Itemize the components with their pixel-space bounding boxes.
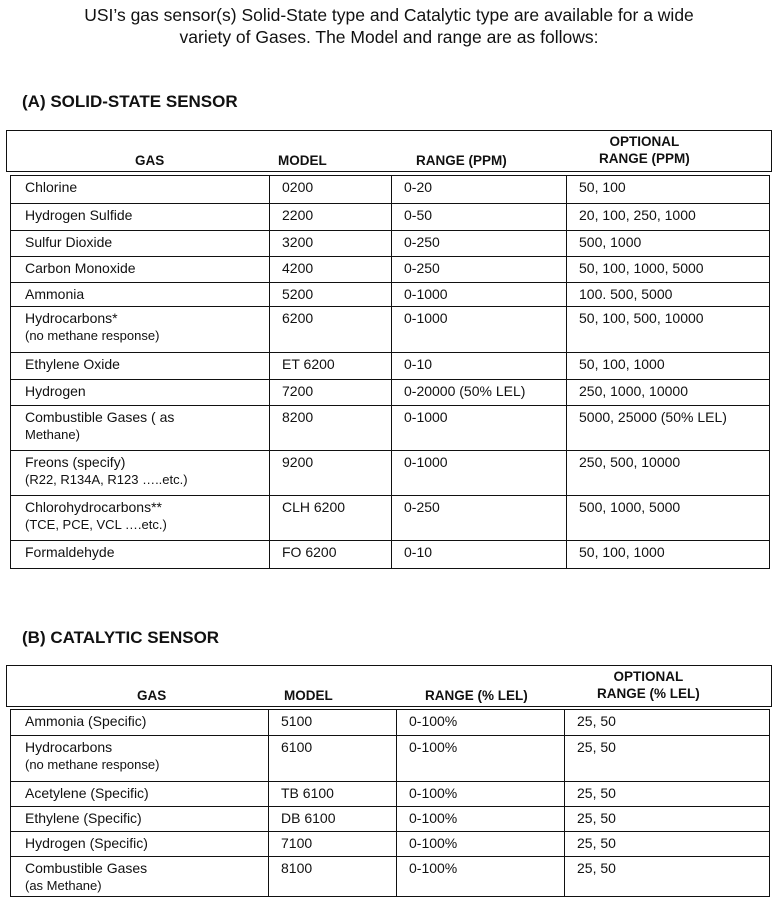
gas-name: Hydrogen (Specific) xyxy=(25,835,148,851)
gas-name: Combustible Gases xyxy=(25,860,148,876)
table-row xyxy=(11,176,770,204)
gas-cell xyxy=(11,541,270,569)
gas-cell xyxy=(11,857,269,897)
table-row xyxy=(11,451,770,496)
gas-cell xyxy=(11,176,270,204)
gas-name: Freons (specify) xyxy=(25,454,126,470)
intro-line-2: variety of Gases. The Model and range are as follows: xyxy=(179,27,599,47)
optional-range-cell: 25, 50 xyxy=(565,807,770,832)
range-cell: 0-100% xyxy=(397,782,565,807)
gas-cell xyxy=(11,451,270,496)
range-cell: 0-100% xyxy=(397,832,565,857)
table-row xyxy=(11,832,770,857)
model-cell: 4200 xyxy=(270,257,392,283)
header-optional-line2: RANGE (% LEL) xyxy=(597,686,700,701)
gas-name: Ethylene (Specific) xyxy=(25,810,142,826)
range-cell: 0-20 xyxy=(392,176,567,204)
gas-name: Acetylene (Specific) xyxy=(25,785,149,801)
gas-name: Ethylene Oxide xyxy=(25,356,120,372)
gas-cell xyxy=(11,782,269,807)
gas-note: (R22, R134A, R123 …..etc.) xyxy=(25,472,188,487)
model-cell: DB 6100 xyxy=(269,807,397,832)
header-model: MODEL xyxy=(278,153,327,168)
range-cell: 0-250 xyxy=(392,496,567,541)
gas-note: (TCE, PCE, VCL ….etc.) xyxy=(25,517,167,532)
table-row xyxy=(11,782,770,807)
catalytic-table xyxy=(10,709,770,897)
range-cell: 0-20000 (50% LEL) xyxy=(392,380,567,406)
section-b-header xyxy=(6,665,772,707)
optional-range-cell: 50, 100, 1000, 5000 xyxy=(567,257,770,283)
intro-paragraph xyxy=(0,4,778,48)
table-row xyxy=(11,807,770,832)
gas-name: Ammonia (Specific) xyxy=(25,713,147,729)
table-row xyxy=(11,380,770,406)
gas-cell xyxy=(11,710,269,736)
gas-name: Combustible Gases ( as xyxy=(25,409,175,425)
gas-cell xyxy=(11,736,269,782)
section-b-title: (B) CATALYTIC SENSOR xyxy=(22,628,220,647)
gas-cell xyxy=(11,204,270,231)
gas-name: Hydrocarbons xyxy=(25,739,113,755)
optional-range-cell: 5000, 25000 (50% LEL) xyxy=(567,406,770,451)
gas-name: Formaldehyde xyxy=(25,544,115,560)
gas-cell xyxy=(11,406,270,451)
table-row xyxy=(11,231,770,257)
optional-range-cell: 250, 500, 10000 xyxy=(567,451,770,496)
gas-name: Ammonia xyxy=(25,286,85,302)
section-a-header xyxy=(6,130,772,172)
gas-name: Hydrogen Sulfide xyxy=(25,207,133,223)
gas-cell xyxy=(11,231,270,257)
range-cell: 0-100% xyxy=(397,710,565,736)
range-cell: 0-100% xyxy=(397,857,565,897)
range-cell: 0-250 xyxy=(392,231,567,257)
model-cell: 3200 xyxy=(270,231,392,257)
header-model: MODEL xyxy=(284,688,333,703)
model-cell: ET 6200 xyxy=(270,353,392,380)
gas-cell xyxy=(11,283,270,307)
table-row xyxy=(11,496,770,541)
model-cell: 6200 xyxy=(270,307,392,353)
gas-name: Carbon Monoxide xyxy=(25,260,136,276)
model-cell: 7200 xyxy=(270,380,392,406)
range-cell: 0-1000 xyxy=(392,406,567,451)
optional-range-cell: 250, 1000, 10000 xyxy=(567,380,770,406)
gas-cell xyxy=(11,832,269,857)
table-row xyxy=(11,283,770,307)
model-cell: 8100 xyxy=(269,857,397,897)
model-cell: 8200 xyxy=(270,406,392,451)
range-cell: 0-100% xyxy=(397,736,565,782)
optional-range-cell: 25, 50 xyxy=(565,710,770,736)
model-cell: CLH 6200 xyxy=(270,496,392,541)
optional-range-cell: 25, 50 xyxy=(565,857,770,897)
gas-name: Chlorohydrocarbons** xyxy=(25,499,162,515)
gas-name: Hydrocarbons* xyxy=(25,310,118,326)
gas-name: Sulfur Dioxide xyxy=(25,234,113,250)
optional-range-cell: 25, 50 xyxy=(565,782,770,807)
range-cell: 0-10 xyxy=(392,541,567,569)
model-cell: 9200 xyxy=(270,451,392,496)
header-range: RANGE (PPM) xyxy=(416,153,507,168)
gas-note: (as Methane) xyxy=(25,878,102,893)
header-gas: GAS xyxy=(137,688,167,703)
header-gas: GAS xyxy=(135,153,165,168)
optional-range-cell: 20, 100, 250, 1000 xyxy=(567,204,770,231)
header-optional-line1: OPTIONAL xyxy=(609,134,680,149)
gas-note: (no methane response) xyxy=(25,328,160,343)
range-cell: 0-1000 xyxy=(392,451,567,496)
optional-range-cell: 500, 1000 xyxy=(567,231,770,257)
optional-range-cell: 50, 100, 1000 xyxy=(567,541,770,569)
optional-range-cell: 50, 100, 1000 xyxy=(567,353,770,380)
gas-cell xyxy=(11,496,270,541)
optional-range-cell: 50, 100 xyxy=(567,176,770,204)
gas-name: Hydrogen xyxy=(25,383,86,399)
table-row xyxy=(11,204,770,231)
header-optional xyxy=(597,668,700,702)
solid-state-table xyxy=(10,175,770,569)
gas-note: (no methane response) xyxy=(25,757,160,772)
optional-range-cell: 25, 50 xyxy=(565,832,770,857)
gas-cell xyxy=(11,307,270,353)
gas-cell xyxy=(11,257,270,283)
table-row xyxy=(11,257,770,283)
model-cell: 6100 xyxy=(269,736,397,782)
header-optional-line1: OPTIONAL xyxy=(613,669,684,684)
header-optional-line2: RANGE (PPM) xyxy=(599,151,690,166)
optional-range-cell: 25, 50 xyxy=(565,736,770,782)
model-cell: 7100 xyxy=(269,832,397,857)
range-cell: 0-10 xyxy=(392,353,567,380)
model-cell: 0200 xyxy=(270,176,392,204)
table-row xyxy=(11,406,770,451)
optional-range-cell: 100. 500, 5000 xyxy=(567,283,770,307)
range-cell: 0-50 xyxy=(392,204,567,231)
gas-name: Chlorine xyxy=(25,179,78,195)
gas-cell xyxy=(11,380,270,406)
model-cell: 5200 xyxy=(270,283,392,307)
table-row xyxy=(11,710,770,736)
gas-note: Methane) xyxy=(25,427,80,442)
model-cell: TB 6100 xyxy=(269,782,397,807)
gas-cell xyxy=(11,353,270,380)
table-row xyxy=(11,541,770,569)
table-row xyxy=(11,736,770,782)
intro-line-1: USI’s gas sensor(s) Solid-State type and Catalytic type are available for a wide xyxy=(84,5,694,25)
table-row xyxy=(11,857,770,897)
header-range: RANGE (% LEL) xyxy=(425,688,528,703)
header-optional xyxy=(599,133,690,167)
section-a-title: (A) SOLID-STATE SENSOR xyxy=(22,92,238,111)
range-cell: 0-1000 xyxy=(392,307,567,353)
model-cell: 5100 xyxy=(269,710,397,736)
model-cell: FO 6200 xyxy=(270,541,392,569)
range-cell: 0-100% xyxy=(397,807,565,832)
range-cell: 0-1000 xyxy=(392,283,567,307)
range-cell: 0-250 xyxy=(392,257,567,283)
optional-range-cell: 50, 100, 500, 10000 xyxy=(567,307,770,353)
model-cell: 2200 xyxy=(270,204,392,231)
table-row xyxy=(11,307,770,353)
optional-range-cell: 500, 1000, 5000 xyxy=(567,496,770,541)
table-row xyxy=(11,353,770,380)
gas-cell xyxy=(11,807,269,832)
